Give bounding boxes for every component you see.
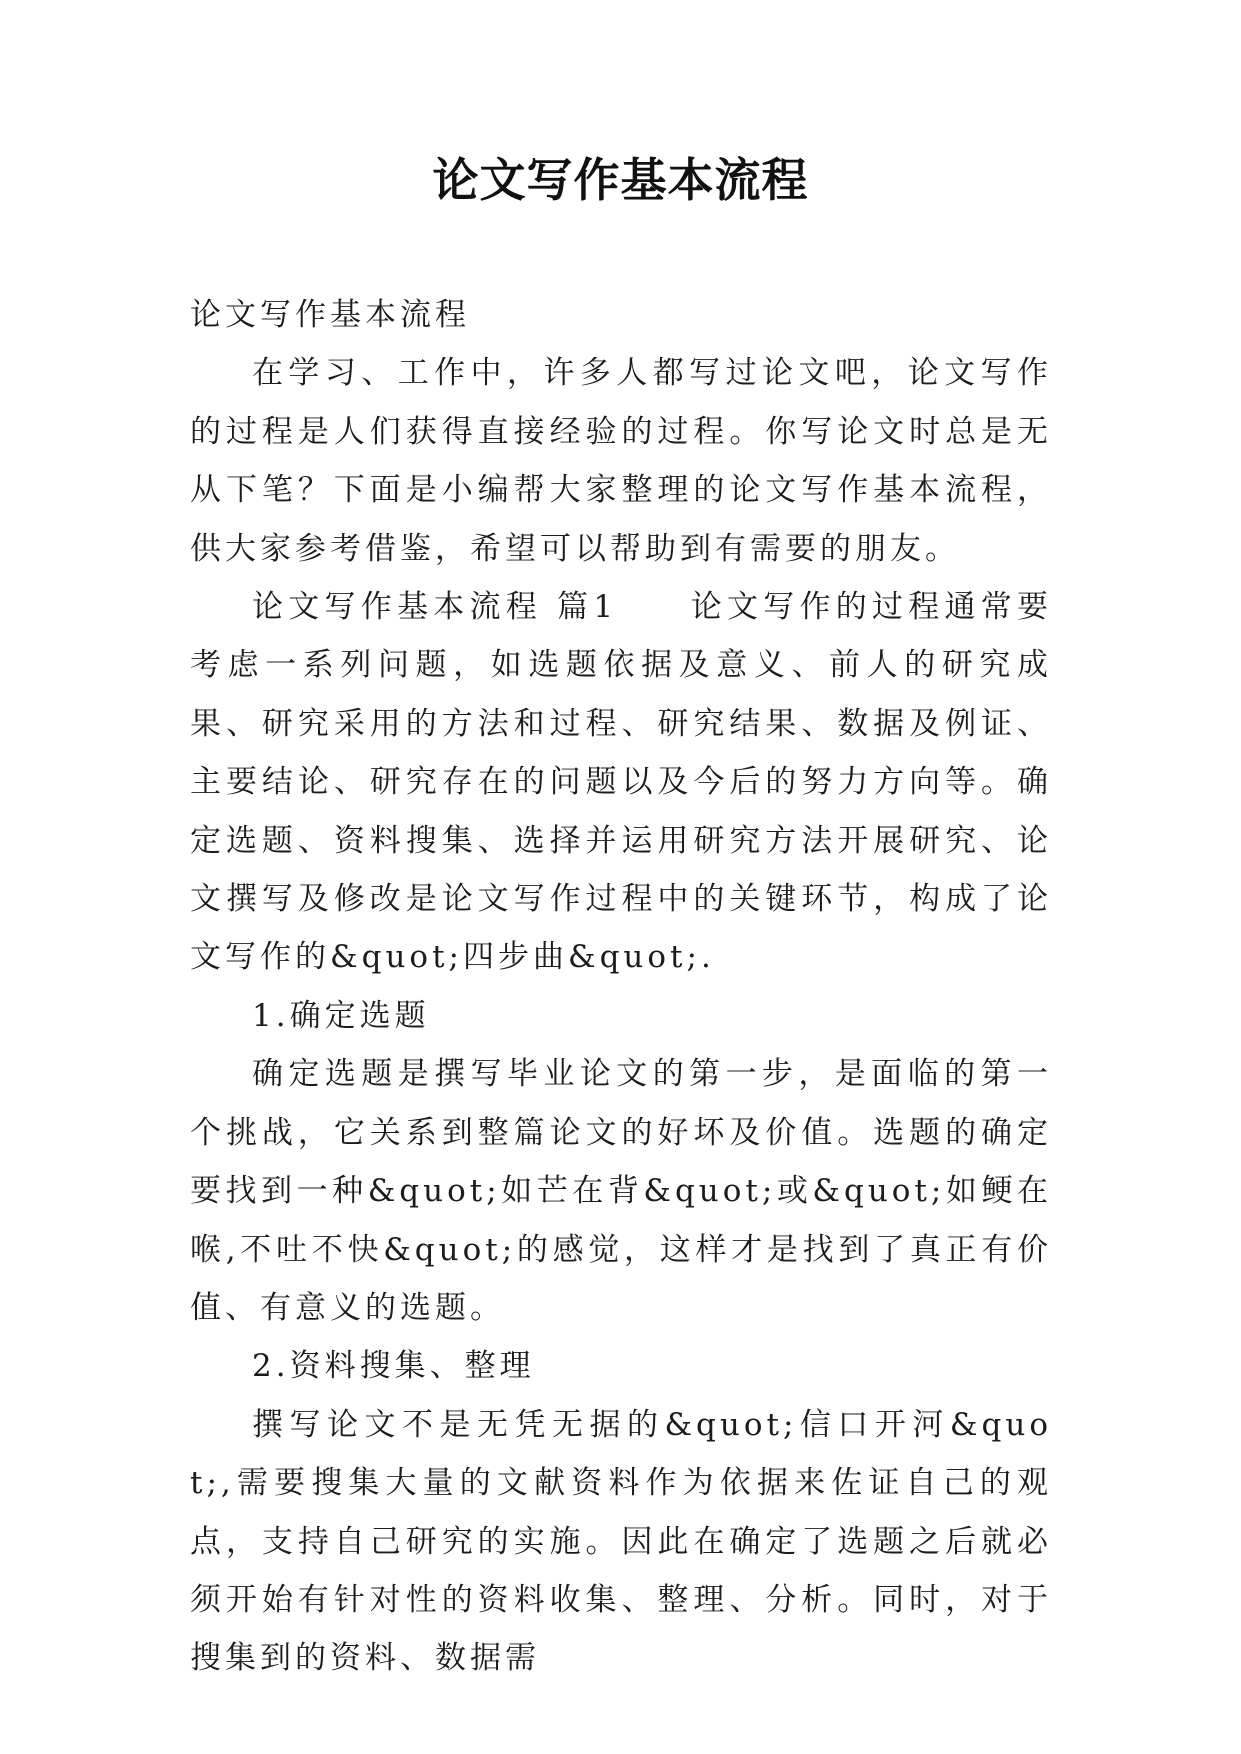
step-1-heading: 1.确定选题 [252,997,430,1034]
section-intro-paragraph: 论文写作基本流程 篇1 论文写作的过程通常要考虑一系列问题，如选题依据及意义、前人的研究成果、研究采用的方法和过程、研究结果、数据及例证、主要结论、研究存在的问题以及今后的努力方向等。确定选题、资料搜集、选择并运用研究方法开展研究、论文撰写及修改是论文写作过程中的关键环节，构成了论文写作的&quot;四步曲&quot;. [190,589,1052,976]
step-2-heading: 2.资料搜集、整理 [252,1348,535,1385]
document-subtitle: 论文写作基本流程 [190,297,470,333]
document-body [190,286,1052,1688]
intro-paragraph: 在学习、工作中，许多人都写过论文吧，论文写作的过程是人们获得直接经验的过程。你写论文时总是无从下笔？下面是小编帮大家整理的论文写作基本流程，供大家参考借鉴，希望可以帮助到有需要的朋友。 [190,355,1052,567]
step-1-paragraph: 确定选题是撰写毕业论文的第一步，是面临的第一个挑战，它关系到整篇论文的好坏及价值。选题的确定要找到一种&quot;如芒在背&quot;或&quot;如鲠在喉,不吐不快&quot;的感觉，这样才是找到了真正有价值、有意义的选题。 [190,1056,1052,1326]
page-title: 论文写作基本流程 [432,153,809,207]
step-2-paragraph: 撰写论文不是无凭无据的&quot;信口开河&quot;,需要搜集大量的文献资料作为依据来佐证自己的观点，支持自己研究的实施。因此在确定了选题之后就必须开始有针对性的资料收集、整理、分析。同时，对于搜集到的资料、数据需 [190,1406,1052,1677]
